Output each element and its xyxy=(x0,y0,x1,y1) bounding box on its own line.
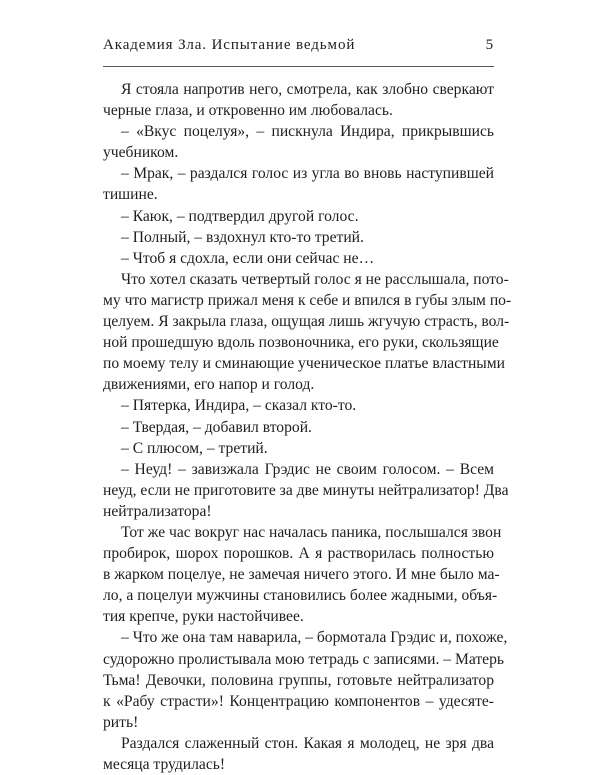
paragraph xyxy=(103,79,494,121)
text-line: – Твердая, – добавил второй. xyxy=(121,418,312,436)
body-text xyxy=(103,79,512,775)
paragraph xyxy=(103,627,508,732)
text-line: – Неуд! – завизжала Грэдис не своим голосом. – Всем xyxy=(121,460,494,478)
text-line: ной прошедшую вдоль позвоночника, его руки, скользящие xyxy=(103,334,499,352)
paragraph xyxy=(103,227,494,248)
running-header xyxy=(103,33,494,59)
paragraph xyxy=(103,248,494,269)
text-line: му что магистр прижал меня к себе и впился в губы злым по- xyxy=(103,291,512,309)
text-line: – Что же она там наварила, – бормотала Грэдис и, похоже, xyxy=(121,629,508,647)
paragraph xyxy=(103,438,494,459)
text-line: – Каюк, – подтвердил другой голос. xyxy=(121,207,359,225)
book-title: Академия Зла. Испытание ведьмой xyxy=(103,37,356,53)
text-line: пробирок, шорох порошков. А я растворилась полностью xyxy=(103,545,494,563)
text-line: целуем. Я закрыла глаза, ощущая лишь жгучую страсть, вол- xyxy=(103,313,510,331)
paragraph xyxy=(103,206,494,227)
page-number: 5 xyxy=(485,37,494,53)
text-line: движениями, его напор и голод. xyxy=(103,376,315,394)
paragraph xyxy=(103,269,512,396)
text-line: учебником. xyxy=(103,144,179,162)
text-line: – «Вкус поцелуя», – пискнула Индира, прикрывшись xyxy=(121,123,494,141)
text-line: – Полный, – вздохнул кто-то третий. xyxy=(121,228,364,246)
text-line: Тот же час вокруг нас началась паника, послышался звон xyxy=(121,523,502,541)
text-line: – Пятерка, Индира, – сказал кто-то. xyxy=(121,397,357,415)
text-line: Раздался слаженный стон. Какая я молодец, не зря два xyxy=(121,734,494,752)
text-line: в жарком поцелуе, не замечая ничего этого. И мне было ма- xyxy=(103,566,500,584)
text-line: по моему телу и сминающие ученическое платье властными xyxy=(103,355,505,373)
text-line: Тьма! Девочки, половина группы, готовьте нейтрализатор xyxy=(103,671,494,689)
text-line: – С плюсом, – третий. xyxy=(121,439,268,457)
text-line: тия крепче, руки настойчивее. xyxy=(103,608,304,626)
paragraph xyxy=(103,163,494,205)
header-rule xyxy=(103,66,494,67)
text-line: тишине. xyxy=(103,186,158,204)
text-line: неуд, если не приготовите за две минуты нейтрализатор! Два xyxy=(103,481,509,499)
paragraph xyxy=(103,395,494,416)
paragraph xyxy=(103,522,502,627)
text-line: месяца трудилась! xyxy=(103,756,226,773)
text-line: нейтрализатора! xyxy=(103,502,212,520)
text-line: к «Рабу страсти»! Концентрацию компонентов – удесяте- xyxy=(103,692,494,710)
paragraph xyxy=(103,417,494,438)
text-line: рить! xyxy=(103,713,139,731)
paragraph xyxy=(103,121,494,163)
text-line: Я стояла напротив него, смотрела, как злобно сверкают xyxy=(121,81,494,98)
text-line: Что хотел сказать четвертый голос я не расслышала, пото- xyxy=(121,270,509,288)
text-line: черные глаза, и откровенно им любовалась. xyxy=(103,102,393,120)
paragraph xyxy=(103,459,509,522)
text-line: ло, а поцелуи мужчины становились более жадными, объя- xyxy=(103,587,498,605)
text-line: – Чтоб я сдохла, если они сейчас не… xyxy=(121,249,375,267)
text-line: судорожно пролистывала мою тетрадь с записями. – Матерь xyxy=(103,650,504,668)
paragraph xyxy=(103,733,494,775)
text-line: – Мрак, – раздался голос из угла во вновь наступившей xyxy=(121,165,494,183)
